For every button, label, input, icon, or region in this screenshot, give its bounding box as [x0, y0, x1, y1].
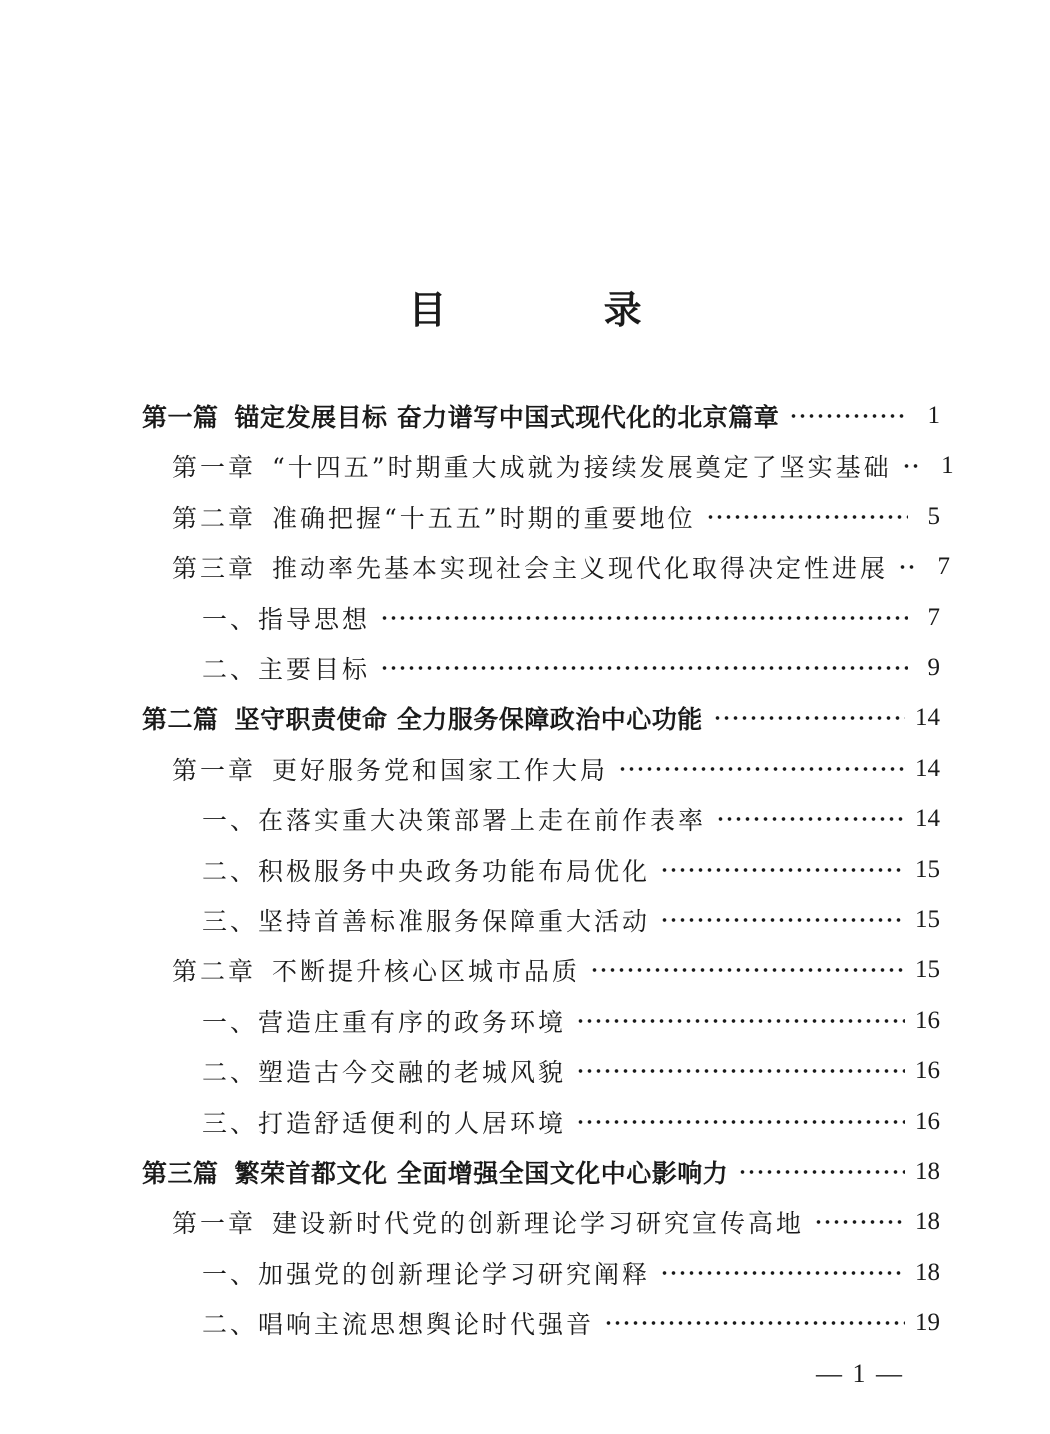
toc-entry-title: 一、营造庄重有序的政务环境 — [202, 1007, 567, 1037]
dot-leader — [902, 442, 922, 490]
toc-page-number: 14 — [915, 704, 940, 732]
toc-part-entry[interactable] — [142, 1148, 940, 1196]
toc-entry-title: 锚定发展目标 奋力谱写中国式现代化的北京篇章 — [234, 403, 780, 432]
toc-part-entry[interactable] — [142, 392, 940, 440]
toc-section-entry[interactable] — [202, 594, 940, 642]
toc-entry-title: 一、加强党的创新理论学习研究阐释 — [202, 1259, 651, 1289]
toc-entry-number: 第一章 — [172, 1209, 257, 1239]
toc-entry-title: 坚守职责使命 全力服务保障政治中心功能 — [234, 705, 703, 735]
toc-section-entry[interactable] — [202, 1249, 940, 1297]
dot-leader — [604, 1299, 905, 1347]
toc-page-number: 15 — [915, 855, 940, 883]
dot-leader — [660, 846, 905, 894]
toc-entry-title: 三、打造舒适便利的人居环境 — [202, 1108, 567, 1138]
dot-leader — [660, 1249, 905, 1297]
dot-leader — [706, 493, 908, 541]
toc-chapter-entry[interactable] — [172, 493, 940, 541]
toc-entry-title: 准确把握“十五五”时期的重要地位 — [272, 503, 696, 533]
toc-entry-title: 一、在落实重大决策部署上走在前作表率 — [202, 806, 707, 836]
page-number-footer: — 1 — — [816, 1359, 904, 1388]
toc-page-number: 1 — [927, 402, 940, 429]
toc-page-number: 7 — [927, 603, 940, 631]
dot-leader — [576, 1098, 905, 1146]
dot-leader — [660, 896, 905, 944]
dot-leader — [590, 946, 905, 994]
toc-entry-title: 二、主要目标 — [202, 655, 371, 684]
toc-entry-number: 第二篇 — [142, 705, 219, 735]
toc-page-number: 15 — [915, 906, 940, 933]
page-title: 目 录 — [408, 287, 714, 332]
toc-chapter-entry[interactable] — [172, 946, 940, 994]
toc-page-number: 1 — [941, 452, 954, 480]
toc-entry-title: 推动率先基本实现社会主义现代化取得决定性进展 — [272, 554, 889, 584]
toc-entry-title: 二、塑造古今交融的老城风貌 — [202, 1058, 567, 1088]
toc-entry-title: “十四五”时期重大成就为接续发展奠定了坚实基础 — [272, 453, 892, 483]
toc-page-number: 18 — [915, 1258, 940, 1286]
toc-entry-number: 第一章 — [172, 453, 257, 483]
toc-chapter-entry[interactable] — [172, 745, 940, 793]
toc-entry-number: 第一篇 — [142, 403, 219, 432]
toc-section-entry[interactable] — [202, 997, 940, 1045]
toc-entry-number: 第一章 — [172, 755, 257, 785]
dot-leader — [618, 745, 905, 793]
toc-section-entry[interactable] — [202, 1098, 940, 1146]
toc-entry-number: 第二章 — [172, 503, 257, 533]
toc-entry-title: 不断提升核心区城市品质 — [272, 957, 581, 987]
toc-entry-title: 三、坚持首善标准服务保障重大活动 — [202, 907, 651, 936]
dot-leader — [716, 795, 905, 843]
toc-entry-number: 第二章 — [172, 957, 257, 987]
toc-chapter-entry[interactable] — [172, 543, 951, 591]
toc-page-number: 19 — [915, 1309, 940, 1337]
dot-leader — [898, 543, 918, 591]
toc-entry-number: 第三章 — [172, 554, 257, 584]
toc-entry-title: 二、积极服务中央政务功能布局优化 — [202, 856, 651, 886]
dot-leader — [814, 1198, 905, 1246]
toc-section-entry[interactable] — [202, 795, 940, 843]
toc-page-number: 7 — [937, 553, 951, 581]
toc-page-number: 15 — [915, 956, 940, 984]
toc-section-entry[interactable] — [202, 644, 940, 692]
toc-section-entry[interactable] — [202, 1299, 940, 1347]
toc-entry-title: 二、唱响主流思想舆论时代强音 — [202, 1310, 595, 1340]
dot-leader — [713, 694, 905, 742]
toc-page-number: 5 — [927, 502, 940, 530]
toc-entry-title: 建设新时代党的创新理论学习研究宣传高地 — [272, 1209, 805, 1239]
toc-section-entry[interactable] — [202, 896, 940, 944]
toc-page-number: 14 — [915, 805, 940, 833]
toc-chapter-entry[interactable] — [172, 1198, 940, 1246]
dot-leader — [738, 1148, 905, 1196]
dot-leader — [789, 392, 908, 440]
toc-entry-number: 第三篇 — [142, 1159, 219, 1188]
toc-page-number: 16 — [915, 1006, 940, 1034]
toc-entry-title: 一、指导思想 — [202, 604, 371, 634]
toc-section-entry[interactable] — [202, 846, 940, 894]
toc-chapter-entry[interactable] — [172, 442, 954, 490]
toc-section-entry[interactable] — [202, 1047, 940, 1095]
toc-entry-title: 繁荣首都文化 全面增强全国文化中心影响力 — [234, 1159, 729, 1188]
dot-leader — [576, 997, 905, 1045]
dot-leader — [380, 644, 908, 692]
toc-page-number: 16 — [915, 1107, 940, 1135]
toc-page-number: 16 — [915, 1057, 940, 1085]
dot-leader — [576, 1047, 905, 1095]
dot-leader — [380, 594, 908, 642]
toc-page-number: 18 — [915, 1208, 940, 1236]
toc-entry-title: 更好服务党和国家工作大局 — [272, 755, 609, 785]
toc-part-entry[interactable] — [142, 694, 940, 742]
toc-page-number: 18 — [915, 1158, 940, 1185]
toc-page-number: 14 — [915, 754, 940, 782]
toc-page-number: 9 — [927, 654, 940, 681]
